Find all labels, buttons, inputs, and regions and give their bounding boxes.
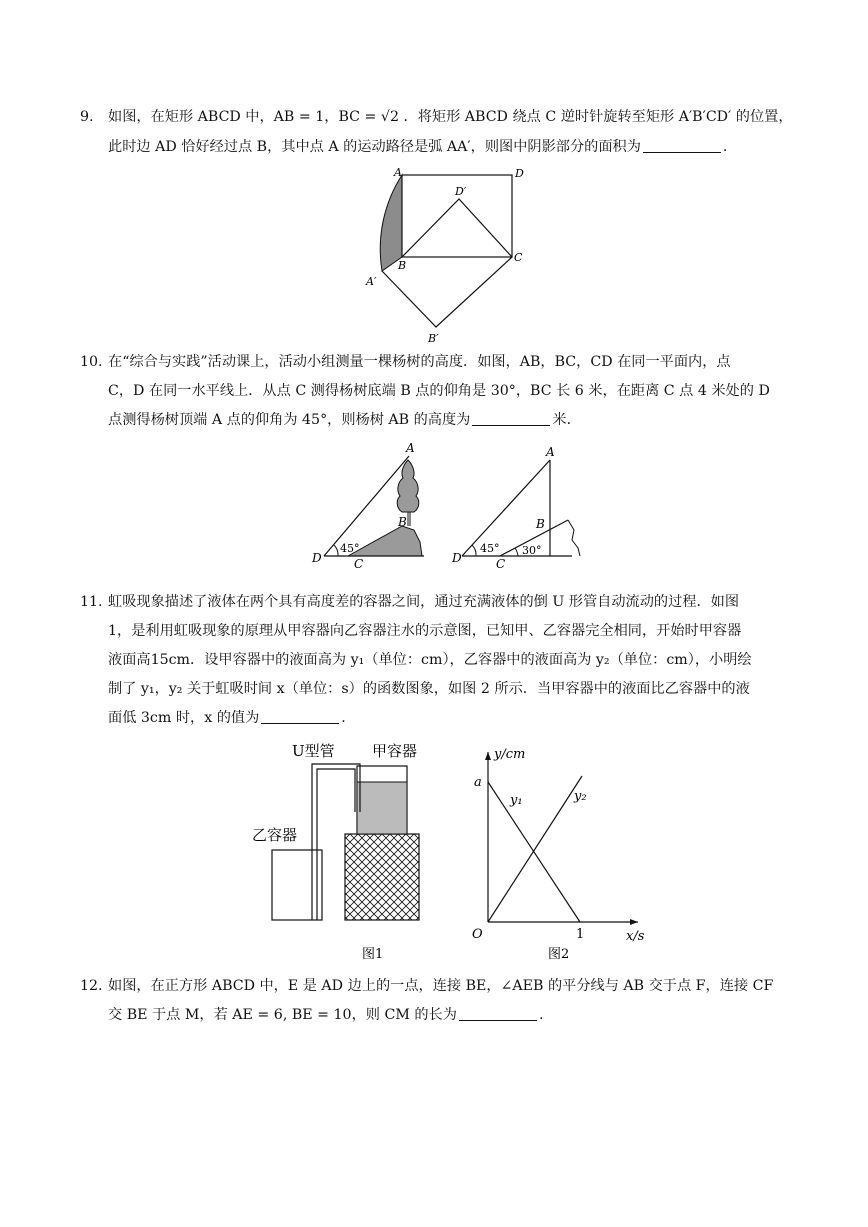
- question-text-line: 交 BE 于点 M，若 AE = 6, BE = 10，则 CM 的长为 .: [108, 1001, 543, 1029]
- question-text-line: 如图，在正方形 ABCD 中，E 是 AD 边上的一点，连接 BE，∠AEB 的平分线与 AB 交于点 F，连接 CF: [108, 978, 774, 994]
- label-y2: y₂: [574, 789, 587, 804]
- label-B: B: [536, 517, 545, 531]
- question-text-line: 液面高15cm．设甲容器中的液面高为 y₁（单位：cm），乙容器中的液面高为 y₂（单位：cm），小明绘: [108, 652, 752, 668]
- label-container-jia: 甲容器: [372, 742, 418, 760]
- label-B: B: [398, 515, 407, 529]
- siphon-diagram: [250, 742, 440, 966]
- question-number: 12.: [80, 978, 103, 994]
- label-B-prime: B′: [428, 332, 439, 345]
- question-text-line: 面低 3cm 时，x 的值为 .: [108, 704, 346, 732]
- label-C: C: [354, 557, 364, 570]
- answer-blank[interactable]: [643, 136, 721, 153]
- label-D: D: [312, 551, 322, 565]
- answer-blank[interactable]: [459, 1004, 537, 1021]
- label-C: C: [514, 251, 523, 264]
- label-A-prime: A′: [366, 275, 377, 288]
- question-text-line: 此时边 AD 恰好经过点 B，其中点 A 的运动路径是弧 AA′，则图中阴影部分的面积为 .: [108, 133, 727, 161]
- angle-30: 30°: [522, 544, 542, 557]
- function-graph: [462, 742, 654, 966]
- label-B: B: [398, 259, 407, 272]
- x-axis-label: x/s: [626, 929, 645, 944]
- question-text-line: C，D 在同一水平线上．从点 C 测得杨树底端 B 点的仰角是 30°，BC 长 6 米，在距离 C 点 4 米处的 D: [108, 383, 770, 399]
- angle-45: 45°: [480, 542, 500, 555]
- figure-caption: 图2: [548, 947, 570, 962]
- question-text-line: 在“综合与实践”活动课上，活动小组测量一棵杨树的高度．如图，AB，BC，CD 在同一平面内，点: [108, 354, 731, 370]
- question-text-line: 制了 y₁，y₂ 关于虹吸时间 x（单位：s）的函数图象，如图 2 所示．当甲容器中的液面比乙容器中的液: [108, 681, 750, 697]
- y-axis-label: y/cm: [494, 747, 526, 762]
- rectangle-rotation-figure: [360, 165, 540, 350]
- question-text-line: 虹吸现象描述了液体在两个具有高度差的容器之间，通过充满液体的倒 U 形管自动流动的过程．如图: [108, 594, 740, 610]
- question-text-line: 如图，在矩形 ABCD 中，AB = 1，BC = √2 ．将矩形 ABCD 绕点 C 逆时针旋转至矩形 A′B′CD′ 的位置，: [108, 109, 793, 125]
- question-number: 11.: [80, 594, 103, 610]
- answer-blank[interactable]: [261, 707, 339, 724]
- question-text-line: 1，是利用虹吸现象的原理从甲容器向乙容器注水的示意图，已知甲、乙容器完全相同，开始时甲容器: [108, 623, 742, 639]
- question-text-line: 点测得杨树顶端 A 点的仰角为 45°，则杨树 AB 的高度为 米．: [108, 406, 581, 434]
- label-u-tube: U型管: [292, 742, 335, 760]
- question-number: 10.: [80, 354, 103, 370]
- label-origin: O: [472, 927, 483, 942]
- angle-45: 45°: [340, 542, 360, 555]
- tree-figure: [310, 440, 440, 570]
- geometry-model-figure: [452, 440, 592, 570]
- label-container-yi: 乙容器: [252, 826, 298, 844]
- label-a: a: [474, 775, 482, 790]
- answer-blank[interactable]: [472, 409, 550, 426]
- figure-caption: 图1: [362, 947, 384, 962]
- label-y1: y₁: [510, 793, 523, 808]
- label-A: A: [394, 166, 402, 179]
- question-number: 9.: [80, 109, 94, 125]
- label-D: D: [452, 551, 462, 565]
- label-A: A: [546, 445, 555, 459]
- label-one: 1: [576, 927, 585, 942]
- label-C: C: [496, 557, 506, 570]
- label-A: A: [406, 441, 415, 455]
- label-D: D: [515, 167, 524, 180]
- label-D-prime: D′: [455, 185, 467, 198]
